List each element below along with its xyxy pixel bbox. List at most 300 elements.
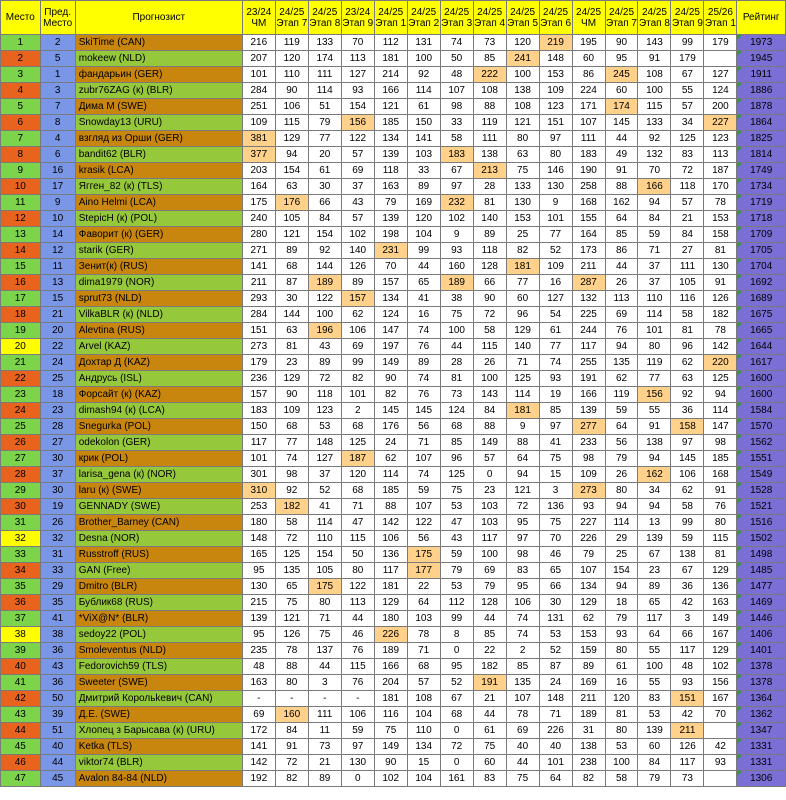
score-cell: 182 [275,499,308,515]
score-cell: 84 [671,227,704,243]
score-cell: 149 [374,739,407,755]
score-cell: 110 [275,67,308,83]
score-cell: 147 [374,323,407,339]
score-cell: 129 [704,563,737,579]
forecaster-name: laru (к) (SWE) [75,483,242,499]
score-cell: 60 [638,739,671,755]
score-cell: 101 [539,755,572,771]
score-cell: 128 [473,259,506,275]
score-cell: 181 [506,259,539,275]
score-cell: 37 [341,179,374,195]
score-cell: 238 [572,755,605,771]
column-header: 24/25 Этап 6 [539,1,572,35]
score-cell: 46 [341,627,374,643]
table-row [1,547,786,563]
prev-place-cell: 32 [40,531,75,547]
score-cell: 11 [308,723,341,739]
score-cell: 60 [605,83,638,99]
score-cell: 84 [638,755,671,771]
forecaster-name: Дмитрий Корольkевич (CAN) [75,691,242,707]
score-cell: 154 [605,563,638,579]
score-cell: 115 [473,339,506,355]
score-cell: 64 [539,771,572,787]
score-cell: 310 [242,483,275,499]
score-cell: 73 [440,387,473,403]
score-cell: 93 [671,675,704,691]
forecaster-name: GAN (Free) [75,563,242,579]
table-row [1,67,786,83]
score-cell: 190 [572,163,605,179]
score-cell: 63 [275,179,308,195]
score-cell: 0 [341,771,374,787]
score-cell: 60 [473,755,506,771]
score-cell: 211 [242,275,275,291]
score-cell: 121 [275,227,308,243]
score-cell: 53 [605,739,638,755]
score-cell: 93 [572,499,605,515]
score-cell: 96 [506,307,539,323]
score-cell: 67 [440,163,473,179]
score-cell: 89 [407,355,440,371]
prev-place-cell: 45 [40,771,75,787]
score-cell: 87 [275,275,308,291]
score-cell: 70 [539,531,572,547]
score-cell: 236 [242,371,275,387]
score-cell: 139 [572,403,605,419]
score-cell: 100 [473,371,506,387]
score-cell: 122 [407,515,440,531]
score-cell: 107 [407,451,440,467]
score-cell: 99 [440,611,473,627]
score-cell: 231 [374,243,407,259]
score-cell: 73 [308,739,341,755]
score-cell: 222 [473,67,506,83]
score-cell: 100 [473,547,506,563]
score-cell: 251 [242,99,275,115]
column-header: Прогнозист [75,1,242,35]
score-cell: 52 [308,483,341,499]
score-cell: 93 [341,83,374,99]
place-cell: 18 [1,307,41,323]
score-cell: 213 [473,163,506,179]
score-cell: 161 [440,771,473,787]
table-row [1,131,786,147]
prev-place-cell: 14 [40,227,75,243]
place-cell: 16 [1,275,41,291]
score-cell: 125 [275,547,308,563]
rating-cell: 1675 [737,307,786,323]
score-cell: 93 [440,243,473,259]
score-cell: 94 [704,387,737,403]
score-cell: 204 [374,675,407,691]
score-cell: 89 [341,275,374,291]
score-cell: 92 [671,387,704,403]
score-cell: 177 [407,563,440,579]
score-cell: 179 [704,35,737,51]
score-cell: 80 [308,595,341,611]
score-cell: 64 [605,211,638,227]
score-cell: 67 [638,547,671,563]
score-cell: 105 [275,211,308,227]
score-cell: 58 [473,323,506,339]
score-cell: 126 [671,739,704,755]
score-cell: 109 [539,259,572,275]
rating-cell: 1401 [737,643,786,659]
score-cell: 97 [440,179,473,195]
score-cell: 72 [440,739,473,755]
score-cell: 0 [440,755,473,771]
rating-cell: 1362 [737,707,786,723]
score-cell: 203 [242,163,275,179]
score-cell: 156 [704,675,737,691]
score-cell: 80 [605,643,638,659]
score-cell: 57 [671,195,704,211]
rating-cell: 1704 [737,259,786,275]
score-cell: 226 [374,627,407,643]
score-cell: 57 [341,147,374,163]
score-cell: 175 [407,547,440,563]
score-cell: 62 [671,483,704,499]
score-cell: 139 [374,147,407,163]
score-cell: 100 [506,67,539,83]
score-cell: 195 [572,35,605,51]
column-header: 24/25 Этап 9 [671,1,704,35]
score-cell: 64 [638,627,671,643]
score-cell: 82 [572,771,605,787]
score-cell: 44 [407,259,440,275]
score-cell: 23 [473,483,506,499]
prev-place-cell: 8 [40,115,75,131]
score-cell: 138 [638,435,671,451]
score-cell: 78 [407,627,440,643]
score-cell: 44 [308,659,341,675]
score-cell: 149 [704,611,737,627]
rating-cell: 1406 [737,627,786,643]
place-cell: 17 [1,291,41,307]
score-cell: 27 [671,243,704,259]
rating-cell: 1364 [737,691,786,707]
score-cell: 80 [341,563,374,579]
place-cell: 7 [1,131,41,147]
rating-cell: 1709 [737,227,786,243]
forecaster-name: Dmitro (BLR) [75,579,242,595]
rating-cell: 1562 [737,435,786,451]
score-cell: 66 [473,275,506,291]
score-cell: 136 [374,547,407,563]
prev-place-cell: 11 [40,259,75,275]
place-cell: 39 [1,643,41,659]
score-cell: 61 [605,659,638,675]
score-cell: 134 [374,291,407,307]
rating-cell: 1528 [737,483,786,499]
place-cell: 47 [1,771,41,787]
score-cell: 113 [341,595,374,611]
table-row [1,595,786,611]
score-cell: 64 [605,419,638,435]
score-cell: 133 [308,35,341,51]
score-cell: 78 [704,195,737,211]
score-cell: 56 [407,531,440,547]
score-cell: 140 [341,243,374,259]
score-cell: 3 [308,675,341,691]
score-cell: 88 [473,419,506,435]
score-cell: 117 [671,643,704,659]
forecaster-name: Russtroff (RUS) [75,547,242,563]
score-cell: 70 [704,707,737,723]
score-cell: 81 [275,339,308,355]
place-cell: 11 [1,195,41,211]
score-cell: 121 [374,99,407,115]
rating-cell: 1549 [737,467,786,483]
score-cell: 74 [506,627,539,643]
score-cell: 117 [638,611,671,627]
score-cell: 140 [506,339,539,355]
score-cell: 55 [638,643,671,659]
score-cell: 143 [473,387,506,403]
score-cell: 44 [473,707,506,723]
place-cell: 3 [1,67,41,83]
score-cell: 29 [605,531,638,547]
score-cell: 101 [341,387,374,403]
prev-place-cell: 25 [40,371,75,387]
score-cell: 169 [407,195,440,211]
score-cell: 138 [473,147,506,163]
score-cell: 181 [374,51,407,67]
score-cell: 62 [572,611,605,627]
score-cell: 89 [638,579,671,595]
prev-place-cell: 38 [40,627,75,643]
score-cell: 211 [572,259,605,275]
place-cell: 40 [1,659,41,675]
score-cell: 147 [704,419,737,435]
score-cell: 67 [440,691,473,707]
score-cell: 106 [506,595,539,611]
table-row [1,531,786,547]
place-cell: 10 [1,179,41,195]
score-cell: 118 [671,179,704,195]
score-cell: 77 [539,339,572,355]
score-cell: 95 [242,627,275,643]
prev-place-cell: 20 [40,323,75,339]
score-cell: 153 [572,627,605,643]
score-cell: 100 [638,83,671,99]
score-cell: 116 [671,291,704,307]
forecaster-name: Fedorovich59 (TLS) [75,659,242,675]
rating-cell: 1498 [737,547,786,563]
score-cell: 72 [275,755,308,771]
score-cell: 113 [605,291,638,307]
score-cell: 20 [308,147,341,163]
prev-place-cell: 35 [40,595,75,611]
score-cell: 109 [275,403,308,419]
score-cell: 24 [374,435,407,451]
score-cell: 117 [374,563,407,579]
score-cell: 181 [374,691,407,707]
score-cell: 97 [539,419,572,435]
score-cell: 211 [671,723,704,739]
score-cell: 141 [242,259,275,275]
score-cell: 84 [308,211,341,227]
score-cell: 170 [704,179,737,195]
score-cell: 98 [704,435,737,451]
score-cell: 126 [341,259,374,275]
rating-cell: 1911 [737,67,786,83]
score-cell: 115 [341,531,374,547]
forecaster-name: Форсайт (к) (KAZ) [75,387,242,403]
score-cell: 22 [407,579,440,595]
score-cell: 28 [473,179,506,195]
score-cell: 72 [671,163,704,179]
prev-place-cell: 2 [40,35,75,51]
score-cell: 271 [242,243,275,259]
score-cell: 151 [539,115,572,131]
score-cell: 71 [308,611,341,627]
score-cell: 101 [242,451,275,467]
score-cell: 24 [539,675,572,691]
score-cell: 75 [539,451,572,467]
score-cell: 57 [407,675,440,691]
score-cell: 104 [407,771,440,787]
score-cell: 214 [374,67,407,83]
score-cell: 75 [506,163,539,179]
score-cell: 68 [440,707,473,723]
score-cell: 16 [539,275,572,291]
score-cell: 127 [308,451,341,467]
score-cell: 79 [473,579,506,595]
place-cell: 33 [1,547,41,563]
score-cell: 46 [539,547,572,563]
score-cell: 227 [572,515,605,531]
score-cell: 80 [638,339,671,355]
forecaster-name: sedoy22 (POL) [75,627,242,643]
score-cell: 104 [407,707,440,723]
score-cell: 33 [440,115,473,131]
score-cell: 96 [671,339,704,355]
place-cell: 20 [1,339,41,355]
score-cell: 75 [374,723,407,739]
score-cell: 61 [308,163,341,179]
score-cell: 158 [671,419,704,435]
score-cell: 129 [275,131,308,147]
score-cell: 77 [638,371,671,387]
score-cell: 145 [407,403,440,419]
score-cell: 154 [275,163,308,179]
score-cell: 100 [605,755,638,771]
score-cell: 95 [440,659,473,675]
rating-cell: 1689 [737,291,786,307]
prev-place-cell: 29 [40,579,75,595]
table-row [1,275,786,291]
score-cell: 89 [407,179,440,195]
score-cell: 224 [572,83,605,99]
score-cell: 159 [572,643,605,659]
score-cell: 63 [275,323,308,339]
place-cell: 37 [1,611,41,627]
place-cell: 34 [1,563,41,579]
score-cell: 149 [374,355,407,371]
place-cell: 31 [1,515,41,531]
score-cell: 81 [704,243,737,259]
table-row [1,483,786,499]
rating-cell: 1516 [737,515,786,531]
score-cell: 139 [242,611,275,627]
score-cell: 120 [407,211,440,227]
score-cell: 191 [473,675,506,691]
table-row [1,627,786,643]
score-cell: 53 [440,499,473,515]
column-header: 24/25 Этап 4 [473,1,506,35]
rating-cell: 1551 [737,451,786,467]
score-cell: 160 [275,707,308,723]
score-cell: 98 [572,451,605,467]
score-cell: 62 [671,355,704,371]
score-cell: 181 [374,579,407,595]
table-row [1,515,786,531]
place-cell: 5 [1,99,41,115]
table-row [1,611,786,627]
score-cell: 187 [704,163,737,179]
score-cell: 293 [242,291,275,307]
score-cell: 88 [605,179,638,195]
score-cell: 157 [341,291,374,307]
score-cell: 105 [671,275,704,291]
score-cell [704,723,737,739]
score-cell: 111 [308,707,341,723]
rating-cell: 1570 [737,419,786,435]
score-cell: 139 [374,211,407,227]
score-cell: 92 [308,243,341,259]
score-cell: 176 [374,419,407,435]
column-header: 24/25 Этап 7 [275,1,308,35]
score-cell: 77 [308,131,341,147]
place-cell: 24 [1,403,41,419]
score-cell: 107 [440,83,473,99]
score-cell: 166 [638,179,671,195]
score-cell: 114 [704,403,737,419]
score-cell: 74 [539,355,572,371]
rating-cell: 1864 [737,115,786,131]
score-cell: 166 [572,387,605,403]
prev-place-cell: 43 [40,659,75,675]
score-cell: 120 [275,51,308,67]
prev-place-cell: 39 [40,707,75,723]
place-cell: 27 [1,451,41,467]
score-cell: 90 [275,83,308,99]
score-cell: 52 [440,675,473,691]
score-cell: 92 [638,131,671,147]
score-cell: 151 [671,691,704,707]
rating-cell: 1973 [737,35,786,51]
score-cell: 25 [506,227,539,243]
score-cell: 162 [638,467,671,483]
table-row [1,419,786,435]
score-cell: 2 [341,403,374,419]
score-cell: 81 [605,707,638,723]
score-cell: 66 [539,579,572,595]
score-cell: 94 [638,499,671,515]
table-row [1,707,786,723]
score-cell: 119 [605,387,638,403]
score-cell: 58 [671,307,704,323]
score-cell: 44 [605,131,638,147]
score-cell: 142 [704,339,737,355]
score-cell: 167 [704,691,737,707]
rating-cell: 1469 [737,595,786,611]
score-cell: 91 [605,163,638,179]
score-cell: 66 [308,195,341,211]
score-cell: 114 [506,387,539,403]
forecaster-name: Зенит(к) (RUS) [75,259,242,275]
